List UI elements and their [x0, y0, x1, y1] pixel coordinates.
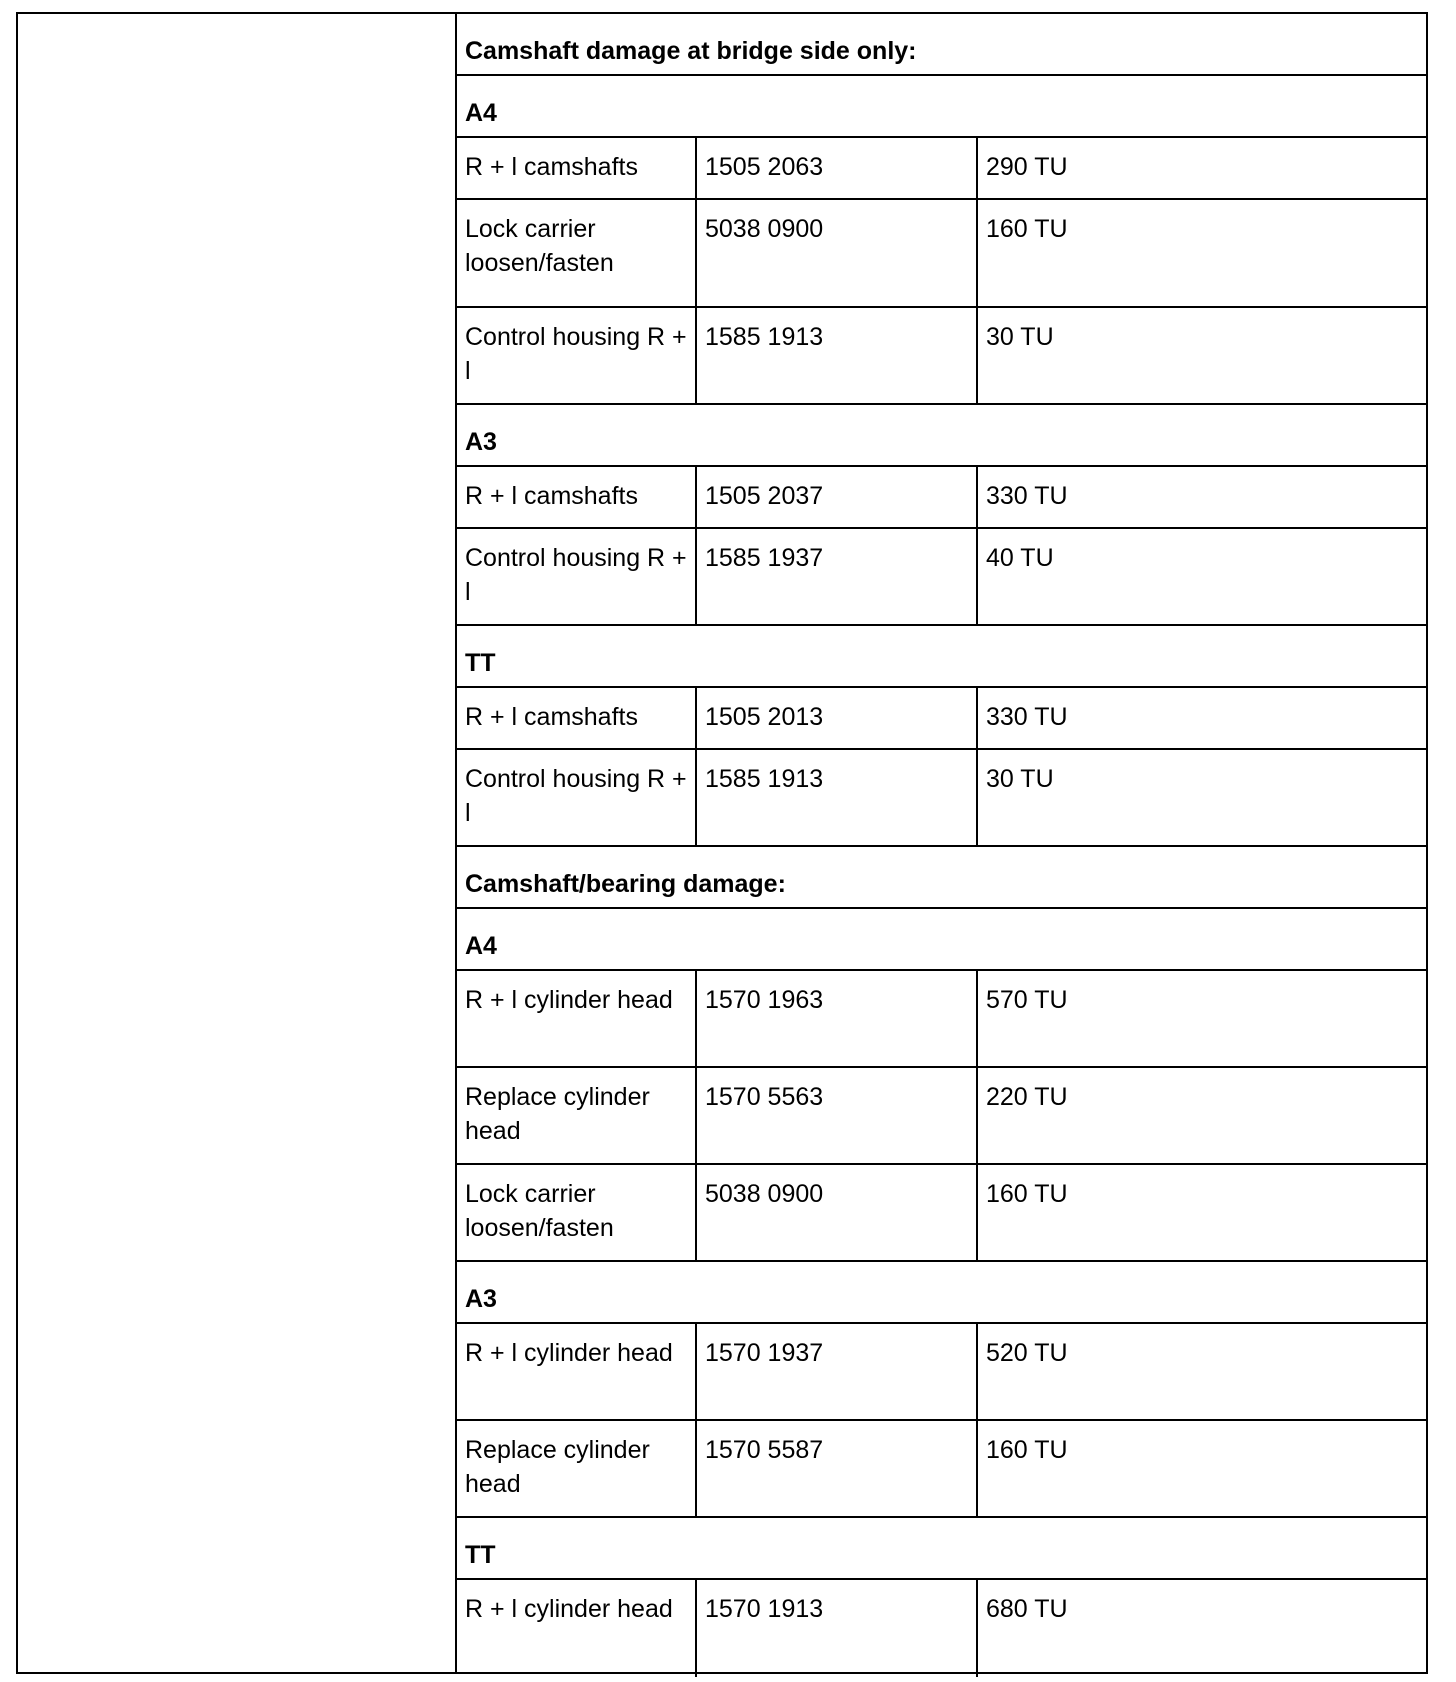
- code-cell: 1570 5587: [697, 1421, 978, 1516]
- model-heading: TT: [457, 626, 1426, 688]
- time-cell: 160 TU: [986, 1436, 1068, 1464]
- table-row: [457, 688, 1426, 750]
- code-cell: 1585 1913: [697, 750, 978, 845]
- table-row: [457, 467, 1426, 529]
- table-row: [457, 1324, 1426, 1421]
- table-row: [457, 971, 1426, 1068]
- time-cell: 680 TU: [986, 1595, 1068, 1623]
- item-cell: Lock carrier loosen/fasten: [457, 1165, 697, 1260]
- item-cell: R + l cylinder head: [457, 971, 697, 1066]
- left-empty-column: [18, 14, 457, 1672]
- time-cell: 290 TU: [986, 153, 1068, 181]
- time-cell: 30 TU: [986, 765, 1054, 793]
- table-row: [457, 750, 1426, 847]
- model-heading: A4: [457, 76, 1426, 138]
- table-row: [457, 138, 1426, 200]
- code-cell: 1570 1937: [697, 1324, 978, 1419]
- item-cell: R + l cylinder head: [457, 1580, 697, 1677]
- code-cell: 1585 1913: [697, 308, 978, 403]
- time-cell: 520 TU: [986, 1339, 1068, 1367]
- code-cell: 1570 5563: [697, 1068, 978, 1163]
- item-cell: R + l camshafts: [457, 467, 697, 527]
- table-row: [457, 308, 1426, 405]
- code-cell: 5038 0900: [697, 200, 978, 306]
- item-cell: Lock carrier loosen/fasten: [457, 200, 697, 306]
- time-cell: 220 TU: [986, 1083, 1068, 1111]
- item-cell: R + l cylinder head: [457, 1324, 697, 1419]
- table-row: [457, 1421, 1426, 1518]
- model-heading: TT: [457, 1518, 1426, 1580]
- section-title: Camshaft/bearing damage:: [457, 847, 1426, 909]
- model-heading: A4: [457, 909, 1426, 971]
- table-row: [457, 529, 1426, 626]
- table-row: [457, 200, 1426, 308]
- code-cell: 1505 2013: [697, 688, 978, 748]
- item-cell: Control housing R + l: [457, 308, 697, 403]
- right-content-column: [457, 14, 1426, 1672]
- model-heading: A3: [457, 405, 1426, 467]
- item-cell: R + l camshafts: [457, 138, 697, 198]
- table-row: [457, 1580, 1426, 1677]
- table-row: [457, 1165, 1426, 1262]
- time-cell: 330 TU: [986, 703, 1068, 731]
- time-cell: 40 TU: [986, 544, 1054, 572]
- time-cell: 330 TU: [986, 482, 1068, 510]
- item-cell: Replace cylinder head: [457, 1421, 697, 1516]
- item-cell: R + l camshafts: [457, 688, 697, 748]
- table-row: [457, 1068, 1426, 1165]
- time-cell: 160 TU: [986, 1180, 1068, 1208]
- item-cell: Replace cylinder head: [457, 1068, 697, 1163]
- item-cell: Control housing R + l: [457, 750, 697, 845]
- time-cell: 30 TU: [986, 323, 1054, 351]
- code-cell: 1570 1913: [697, 1580, 978, 1677]
- item-cell: Control housing R + l: [457, 529, 697, 624]
- code-cell: 1570 1963: [697, 971, 978, 1066]
- code-cell: 1505 2063: [697, 138, 978, 198]
- code-cell: 1505 2037: [697, 467, 978, 527]
- model-heading: A3: [457, 1262, 1426, 1324]
- code-cell: 5038 0900: [697, 1165, 978, 1260]
- section-title: Camshaft damage at bridge side only:: [457, 14, 1426, 76]
- document-table: [16, 12, 1428, 1674]
- time-cell: 160 TU: [986, 215, 1068, 243]
- time-cell: 570 TU: [986, 986, 1068, 1014]
- code-cell: 1585 1937: [697, 529, 978, 624]
